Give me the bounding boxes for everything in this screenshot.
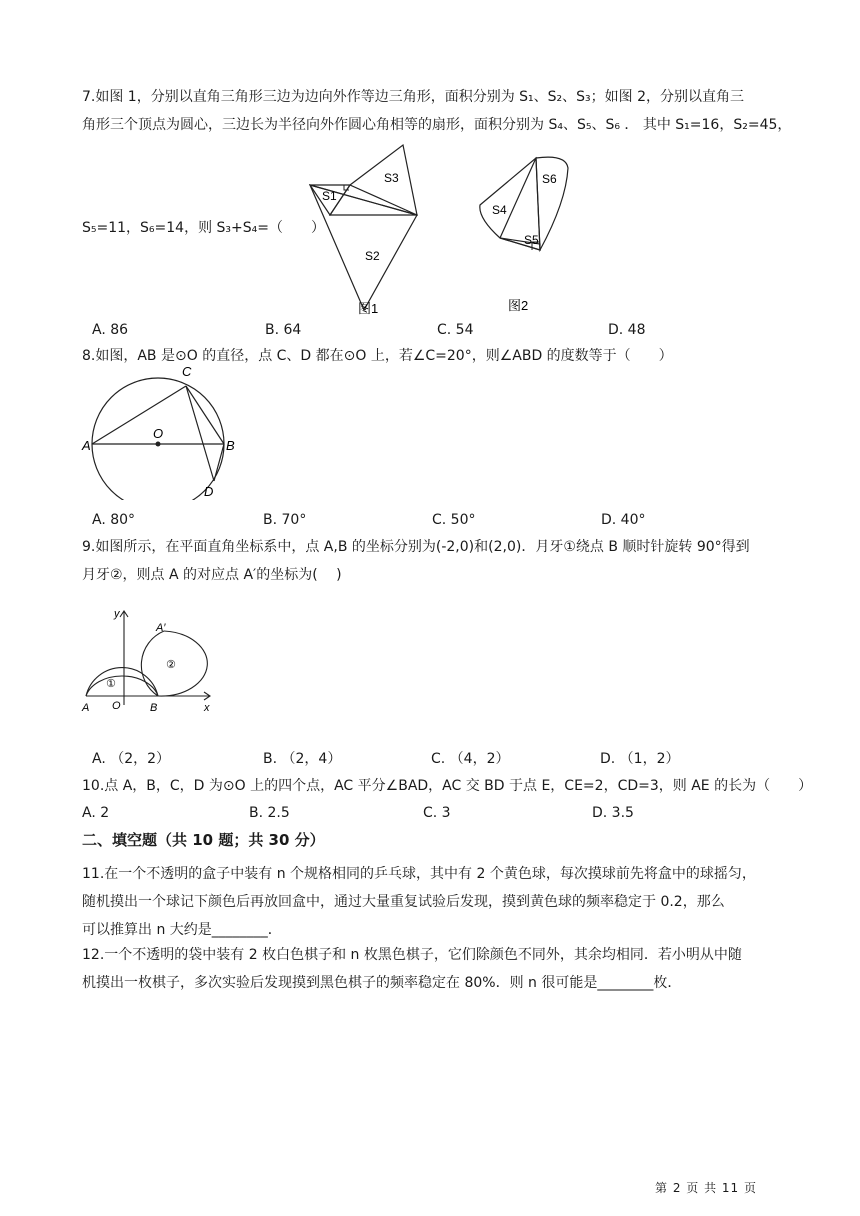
q7-option-c: C. 54 <box>437 322 474 338</box>
q12-text-line2: 机摸出一枚棋子，多次实验后发现摸到黑色棋子的频率稳定在 80%．则 n 很可能是________枚． <box>82 975 682 991</box>
q9-label-b: B <box>150 702 158 714</box>
q10-text: 10.点 A，B，C，D 为⊙O 上的四个点，AC 平分∠BAD，AC 交 BD 于点 E，CE=2，CD=3，则 AE 的长为（ ） <box>82 778 813 794</box>
q7-fig2-label-s4: S4 <box>492 203 507 217</box>
q7-option-d: D. 48 <box>608 322 646 338</box>
q9-text-line2: 月牙②，则点 A 的对应点 A′的坐标为( ) <box>82 567 342 583</box>
q7-figure-2 <box>470 150 580 320</box>
q9-label-a-prime: A′ <box>156 622 166 634</box>
q7-figure-1 <box>300 140 430 320</box>
q8-text: 8.如图，AB 是⊙O 的直径，点 C、D 都在⊙O 上，若∠C=20°，则∠ABD 的度数等于（ ） <box>82 348 673 364</box>
q7-fig1-label-s3: S3 <box>384 171 399 185</box>
q10-option-b: B. 2.5 <box>249 805 290 821</box>
q9-label-o: O <box>112 700 121 712</box>
section-title: 二、填空题（共 10 题；共 30 分） <box>82 831 325 849</box>
q8-label-a: A <box>82 438 91 453</box>
q9-label-x: x <box>204 702 210 714</box>
q10-option-c: C. 3 <box>423 805 451 821</box>
q7-fig2-label-s5: S5 <box>524 233 539 247</box>
q7-fig2-caption: 图2 <box>508 298 529 313</box>
q9-label-circle-2: ② <box>166 659 176 671</box>
q9-option-d: D. （1，2） <box>600 751 680 767</box>
q7-option-a: A. 86 <box>92 322 129 338</box>
q7-fig1-caption: 图1 <box>358 301 379 316</box>
page-footer: 第 2 页 共 11 页 <box>655 1181 757 1195</box>
q8-label-b: B <box>226 438 235 453</box>
q9-option-c: C. （4，2） <box>431 751 510 767</box>
q8-option-a: A. 80° <box>92 512 136 528</box>
q9-label-circle-1: ① <box>106 678 116 690</box>
q9-figure <box>80 605 220 717</box>
q10-option-a: A. 2 <box>82 805 110 821</box>
q7-text-line3: S₅=11，S₆=14，则 S₃+S₄=（ ） <box>82 220 325 236</box>
q8-option-d: D. 40° <box>601 512 646 528</box>
q10-option-d: D. 3.5 <box>592 805 634 821</box>
q7-option-b: B. 64 <box>265 322 302 338</box>
q9-option-a: A. （2，2） <box>92 751 171 767</box>
q8-figure <box>78 358 238 500</box>
q7-text-line2: 角形三个顶点为圆心，三边长为半径向外作圆心角相等的扇形，面积分别为 S₄、S₅、S₆ ． 其中 S₁=16，S₂=45， <box>82 117 792 133</box>
q9-option-b: B. （2，4） <box>263 751 342 767</box>
q9-label-a: A <box>82 702 90 714</box>
q9-label-y: y <box>114 608 120 620</box>
q8-label-d: D <box>204 484 214 499</box>
q7-text-line1: 7.如图 1，分别以直角三角形三边为边向外作等边三角形，面积分别为 S₁、S₂、S₃；如图 2，分别以直角三 <box>82 89 745 105</box>
q7-fig1-label-s1: S1 <box>322 189 337 203</box>
q7-fig2-label-s6: S6 <box>542 172 557 186</box>
q8-option-b: B. 70° <box>263 512 307 528</box>
q11-text-line3: 可以推算出 n 大约是________． <box>82 922 282 938</box>
q11-text-line2: 随机摸出一个球记下颜色后再放回盒中，通过大量重复试验后发现，摸到黄色球的频率稳定于 0.2，那么 <box>82 894 725 910</box>
q11-text-line1: 11.在一个不透明的盒子中装有 n 个规格相同的乒乓球，其中有 2 个黄色球，每次摸球前先将盒中的球摇匀， <box>82 866 756 882</box>
q9-text-line1: 9.如图所示，在平面直角坐标系中，点 A,B 的坐标分别为(-2,0)和(2,0)．月牙①绕点 B 顺时针旋转 90°得到 <box>82 539 750 555</box>
q8-label-o: O <box>153 426 164 441</box>
q12-text-line1: 12.一个不透明的袋中装有 2 枚白色棋子和 n 枚黑色棋子，它们除颜色不同外，其余均相同．若小明从中随 <box>82 947 742 963</box>
q8-label-c: C <box>182 364 192 379</box>
q8-option-c: C. 50° <box>432 512 476 528</box>
q7-fig1-label-s2: S2 <box>365 249 380 263</box>
